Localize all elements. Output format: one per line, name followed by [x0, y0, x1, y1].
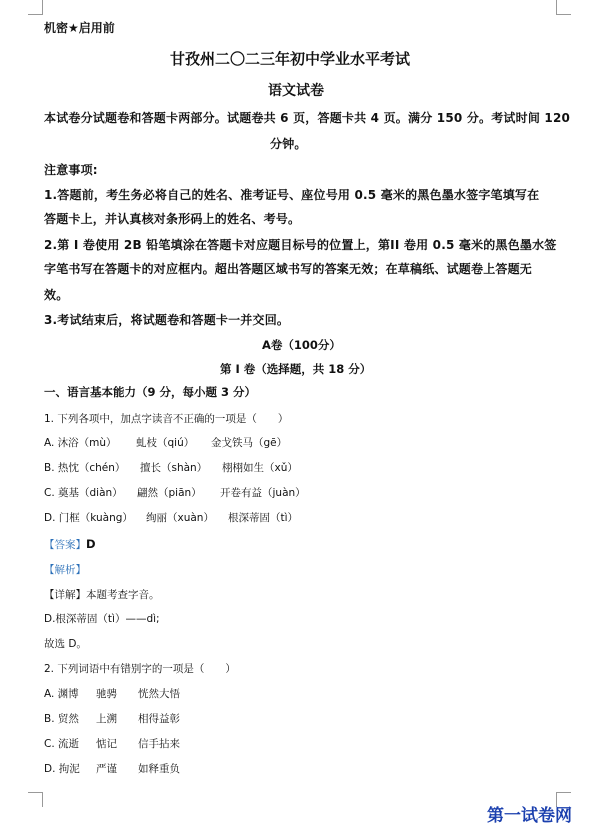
q1-b-1: B. 热忱（chén） — [44, 462, 126, 474]
notice-item-2-line-2: 字笔书写在答题卡的对应框内。超出答题区域书写的答案无效；在草稿纸、试题卷上答题无 — [44, 262, 533, 276]
q1-c-2: 翩然（piān） — [137, 487, 202, 499]
crop-mark-top-right — [556, 0, 571, 15]
watermark-logo: 第一试卷网 — [487, 806, 572, 826]
q1-option-c — [44, 485, 306, 500]
q2-c-1: C. 流逝 — [44, 738, 80, 750]
q2-option-b — [44, 711, 180, 726]
notice-item-2-line-1: 2.第 I 卷使用 2B 铅笔填涂在答题卡对应题目标号的位置上，第II 卷用 0.5 毫米的黑色墨水签 — [44, 238, 557, 252]
volume-a-heading: A卷（100分） — [262, 338, 341, 352]
intro-line-1: 本试卷分试题卷和答题卡两部分。试题卷共 6 页，答题卡共 4 页。满分 150 分。考试时间 120 — [44, 111, 571, 125]
notice-item-1-line-1: 1.答题前，考生务必将自己的姓名、准考证号、座位号用 0.5 毫米的黑色墨水签字笔填写在 — [44, 188, 540, 202]
exam-subtitle: 语文试卷 — [268, 83, 324, 99]
q2-a-3: 恍然大悟 — [138, 688, 180, 700]
q1-d-2: 绚丽（xuàn） — [146, 512, 214, 524]
answer-value: D — [86, 537, 96, 551]
q1-a-1: A. 沐浴（mù） — [44, 437, 117, 449]
notice-item-3: 3.考试结束后，将试题卷和答题卡一并交回。 — [44, 313, 290, 327]
exam-title: 甘孜州二〇二三年初中学业水平考试 — [170, 50, 411, 68]
q1-a-3: 金戈铁马（gē） — [211, 437, 288, 449]
q2-c-3: 信手拈来 — [138, 738, 180, 750]
analysis-tag: 【解析】 — [44, 564, 86, 576]
section-1-heading: 一、语言基本能力（9 分，每小题 3 分） — [44, 385, 257, 399]
q1-d-3: 根深蒂固（tì） — [228, 512, 299, 524]
notice-item-2-line-3: 效。 — [44, 288, 69, 302]
q2-b-1: B. 贸然 — [44, 713, 79, 725]
q2-a-2: 驰骋 — [96, 688, 117, 700]
notice-heading: 注意事项: — [44, 163, 98, 177]
crop-mark-top-left — [28, 0, 43, 15]
q2-a-1: A. 渊博 — [44, 688, 79, 700]
detail-text: 本题考查字音。 — [86, 589, 160, 601]
q1-conclusion: 故选 D。 — [44, 638, 87, 650]
q2-stem: 2. 下列词语中有错别字的一项是（ ） — [44, 663, 236, 675]
q1-c-1: C. 奠基（diàn） — [44, 487, 123, 499]
q2-b-3: 相得益彰 — [138, 713, 180, 725]
intro-line-2: 分钟。 — [270, 137, 307, 151]
answer-tag: 【答案】 — [44, 539, 86, 551]
q1-answer — [44, 537, 96, 552]
q1-d-1: D. 门框（kuàng） — [44, 512, 133, 524]
q1-option-d — [44, 510, 298, 525]
q2-option-c — [44, 736, 180, 751]
notice-item-1-line-2: 答题卡上，并认真核对条形码上的姓名、考号。 — [44, 212, 301, 226]
q2-c-2: 惦记 — [96, 738, 117, 750]
q2-option-d — [44, 761, 180, 776]
confidential-header: 机密★启用前 — [44, 21, 115, 35]
q1-c-3: 开卷有益（juàn） — [220, 487, 306, 499]
q1-b-2: 擅长（shàn） — [140, 462, 208, 474]
crop-mark-bottom-left — [28, 792, 43, 807]
q1-b-3: 栩栩如生（xǔ） — [222, 462, 298, 474]
q2-d-3: 如释重负 — [138, 763, 180, 775]
q2-option-a — [44, 686, 180, 701]
q1-fix: D.根深蒂固（tì）——dì; — [44, 613, 160, 625]
part-1-heading: 第 I 卷（选择题，共 18 分） — [220, 362, 372, 376]
q2-b-2: 上溯 — [96, 713, 117, 725]
detail-tag: 【详解】 — [44, 589, 86, 601]
q2-d-1: D. 拘泥 — [44, 763, 80, 775]
q1-a-2: 虬枝（qiú） — [136, 437, 195, 449]
q2-d-2: 严谨 — [96, 763, 117, 775]
q1-option-b — [44, 460, 298, 475]
q1-option-a — [44, 435, 287, 450]
q1-stem: 1. 下列各项中，加点字读音不正确的一项是（ ） — [44, 413, 289, 425]
q1-detail — [44, 587, 160, 602]
